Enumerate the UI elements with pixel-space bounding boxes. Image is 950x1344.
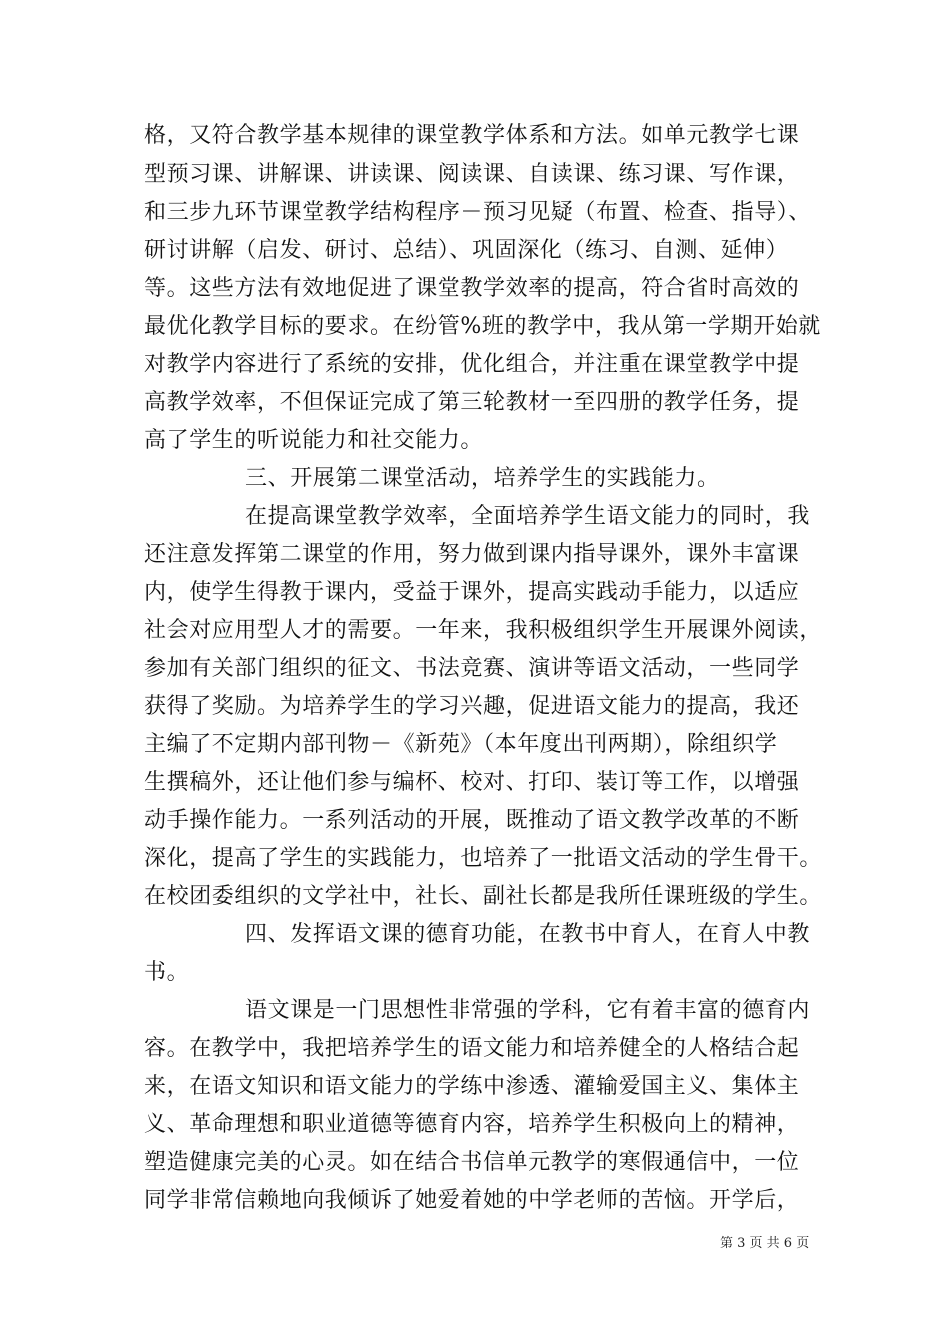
text-line: 最优化教学目标的要求。在纷管%班的教学中，我从第一学期开始就 xyxy=(144,314,821,339)
text-line: 参加有关部门组织的征文、书法竞赛、演讲等语文活动，一些同学 xyxy=(144,656,800,681)
text-line: 在校团委组织的文学社中，社长、副社长都是我所任课班级的学生。 xyxy=(144,884,823,909)
text-line: 来，在语文知识和语文能力的学练中渗透、灌输爱国主义、集体主 xyxy=(144,1074,800,1099)
text-line: 高教学效率，不但保证完成了第三轮教材一至四册的教学任务，提 xyxy=(144,390,800,415)
text-line: 高了学生的听说能力和社交能力。 xyxy=(144,428,484,453)
text-line: 内，使学生得教于课内，受益于课外，提高实践动手能力，以适应 xyxy=(144,580,800,605)
text-line: 书。 xyxy=(144,960,190,985)
text-line: 社会对应用型人才的需要。一年来，我积极组织学生开展课外阅读， xyxy=(144,618,823,643)
text-line: 动手操作能力。一系列活动的开展，既推动了语文教学改革的不断 xyxy=(144,808,800,833)
text-line: 在提高课堂教学效率，全面培养学生语文能力的同时，我 xyxy=(245,504,811,529)
text-line: 格，又符合教学基本规律的课堂教学体系和方法。如单元教学七课 xyxy=(144,123,800,148)
text-line: 还注意发挥第二课堂的作用，努力做到课内指导课外，课外丰富课 xyxy=(144,542,800,567)
text-line: 塑造健康完美的心灵。如在结合书信单元教学的寒假通信中，一位 xyxy=(144,1150,800,1175)
text-line: 同学非常信赖地向我倾诉了她爱着她的中学老师的苦恼。开学后， xyxy=(144,1188,800,1213)
text-line: 对教学内容进行了系统的安排，优化组合，并注重在课堂教学中提 xyxy=(144,352,800,377)
page-number: 第 3 页 共 6 页 xyxy=(720,1236,810,1251)
text-line: 主编了不定期内部刊物－《新苑》（本年度出刊两期），除组织学 xyxy=(144,732,778,757)
text-line: 获得了奖励。为培养学生的学习兴趣，促进语文能力的提高，我还 xyxy=(144,694,800,719)
text-line: 语文课是一门思想性非常强的学科，它有着丰富的德育内 xyxy=(245,998,811,1023)
section-heading: 四、发挥语文课的德育功能，在教书中育人，在育人中教 xyxy=(245,922,811,947)
text-line: 型预习课、讲解课、讲读课、阅读课、自读课、练习课、写作课， xyxy=(144,162,800,187)
text-line: 生撰稿外，还让他们参与编杯、校对、打印、装订等工作，以增强 xyxy=(144,770,800,795)
text-line: 研讨讲解（启发、研讨、总结）、巩固深化（练习、自测、延伸） xyxy=(144,238,789,263)
text-line: 容。在教学中，我把培养学生的语文能力和培养健全的人格结合起 xyxy=(144,1036,800,1061)
text-line: 深化，提高了学生的实践能力，也培养了一批语文活动的学生骨干。 xyxy=(144,846,823,871)
text-line: 等。这些方法有效地促进了课堂教学效率的提高，符合省时高效的 xyxy=(144,276,800,301)
text-line: 义、革命理想和职业道德等德育内容，培养学生积极向上的精神， xyxy=(144,1112,800,1137)
text-line: 和三步九环节课堂教学结构程序－预习见疑（布置、检查、指导）、 xyxy=(144,200,812,225)
section-heading: 三、开展第二课堂活动，培养学生的实践能力。 xyxy=(245,466,720,491)
